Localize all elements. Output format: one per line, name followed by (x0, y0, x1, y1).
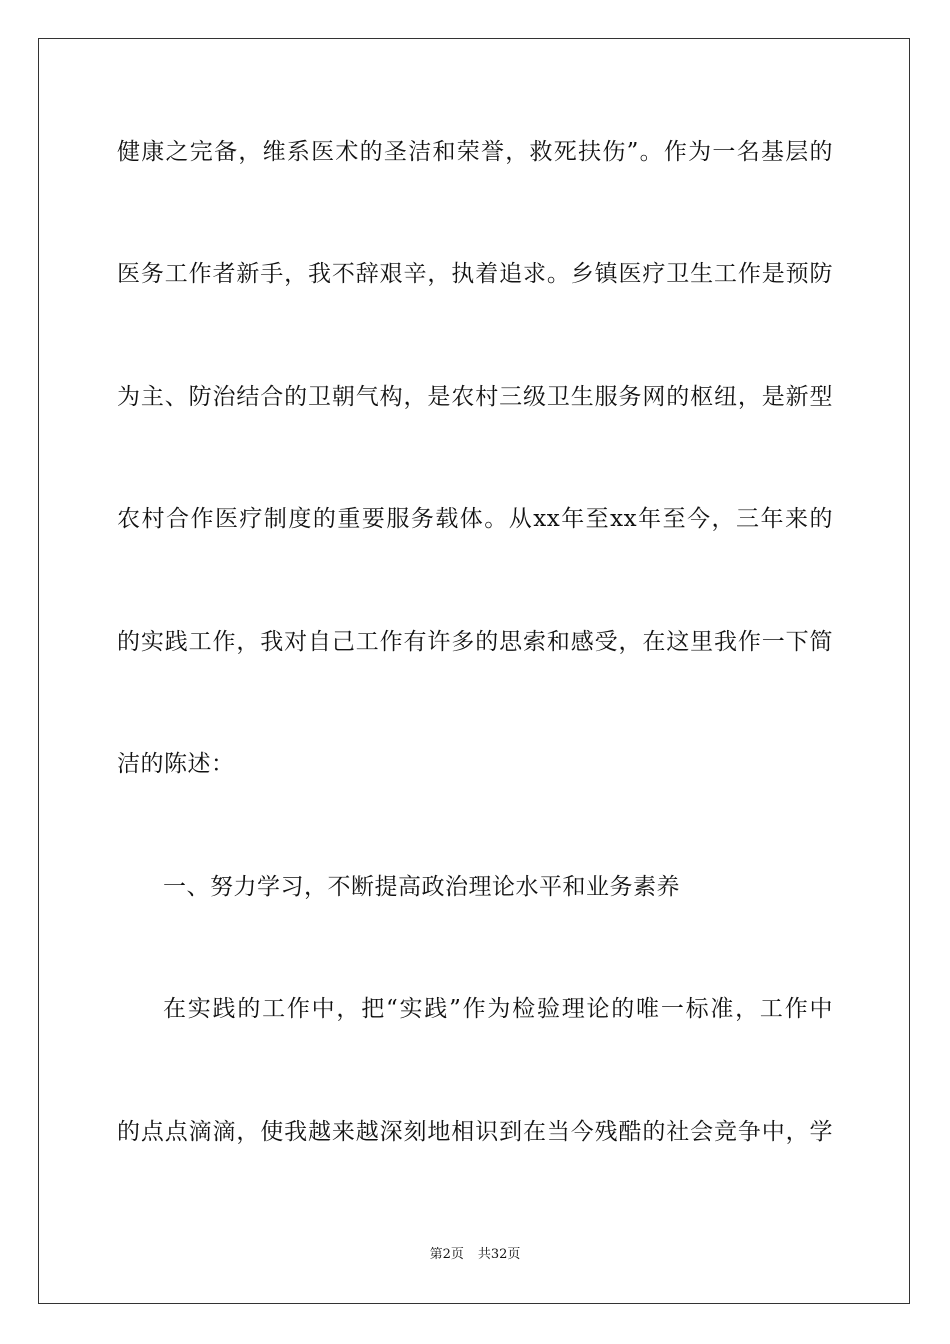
body-text-line: 洁的陈述： (117, 751, 235, 777)
body-text-line: 在实践的工作中，把“实践”作为检验理论的唯一标准，工作中 (163, 996, 833, 1022)
page-border (38, 38, 910, 1304)
body-text-line: 的实践工作，我对自己工作有许多的思索和感受，在这里我作一下简 (117, 629, 833, 655)
body-text-line: 的点点滴滴，使我越来越深刻地相识到在当今残酷的社会竞争中，学 (117, 1119, 833, 1145)
body-text-line: 农村合作医疗制度的重要服务载体。从xx年至xx年至今，三年来的 (117, 506, 833, 532)
page-footer (0, 1246, 950, 1264)
body-text-line: 健康之完备，维系医术的圣洁和荣誉，救死扶伤”。作为一名基层的 (117, 139, 833, 165)
body-text-line: 为主、防治结合的卫朝气构，是农村三级卫生服务网的枢纽，是新型 (117, 384, 833, 410)
page-number: 第2页 (429, 1247, 464, 1262)
body-text-line: 医务工作者新手，我不辞艰辛，执着追求。乡镇医疗卫生工作是预防 (117, 261, 833, 287)
total-pages: 共32页 (477, 1247, 521, 1262)
section-heading: 一、努力学习，不断提高政治理论水平和业务素养 (163, 874, 680, 900)
